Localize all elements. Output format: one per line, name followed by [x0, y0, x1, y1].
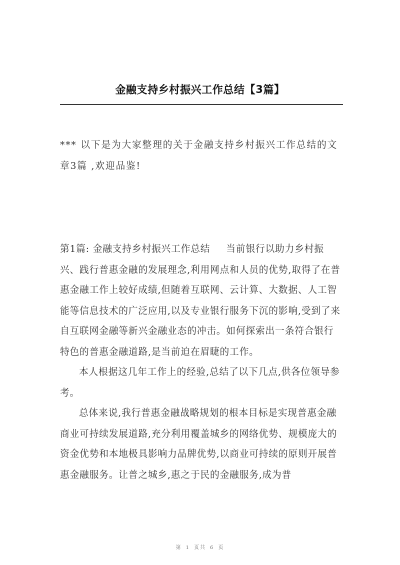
first-paragraph [60, 240, 343, 363]
page-footer [0, 544, 400, 551]
paragraph-3: 总体来说,我行普惠金融战略规划的根本目标是实现普惠金融商业可持续发展道路,充分利用覆盖城乡的网络优势、规模庞大的资金优势和本地极具影响力品牌优势,以商业可持续的原则开展普惠金融服务。让普之城乡,惠之于民的金融服务,成为普 [60, 408, 338, 481]
footer-page-number: 1 [185, 545, 190, 551]
footer-middle: 页共 [193, 545, 206, 551]
title-divider [60, 104, 343, 105]
paragraph-2: 本人根据这几年工作上的经验,总结了以下几点,供各位领导参考。 [60, 367, 340, 399]
document-body [60, 240, 343, 486]
section-heading: 第1篇: 金融支持乡村振兴工作总结 [60, 244, 211, 255]
footer-total-pages: 6 [210, 545, 215, 551]
document-title: 金融支持乡村振兴工作总结【3篇】 [115, 84, 285, 96]
intro-paragraph: *** 以下是为大家整理的关于金融支持乡村振兴工作总结的文章3篇 ,欢迎品鉴! [60, 140, 338, 172]
footer-suffix: 页 [218, 545, 225, 551]
footer-prefix: 第 [175, 545, 182, 551]
paragraph-1-text: 当前银行以助力乡村振兴、践行普惠金融的发展理念,利用网点和人员的优势,取得了在普惠金融工作上较好成绩,但随着互联网、云计算、大数据、人工智能等信息技术的广泛应用,以及专业银行服务下沉的影响,受到了来自互联网金融等新兴金融业态的冲击。如何探索出一条符合银行特色的普惠金融道路,是当前迫在眉睫的工作。 [60, 244, 341, 358]
